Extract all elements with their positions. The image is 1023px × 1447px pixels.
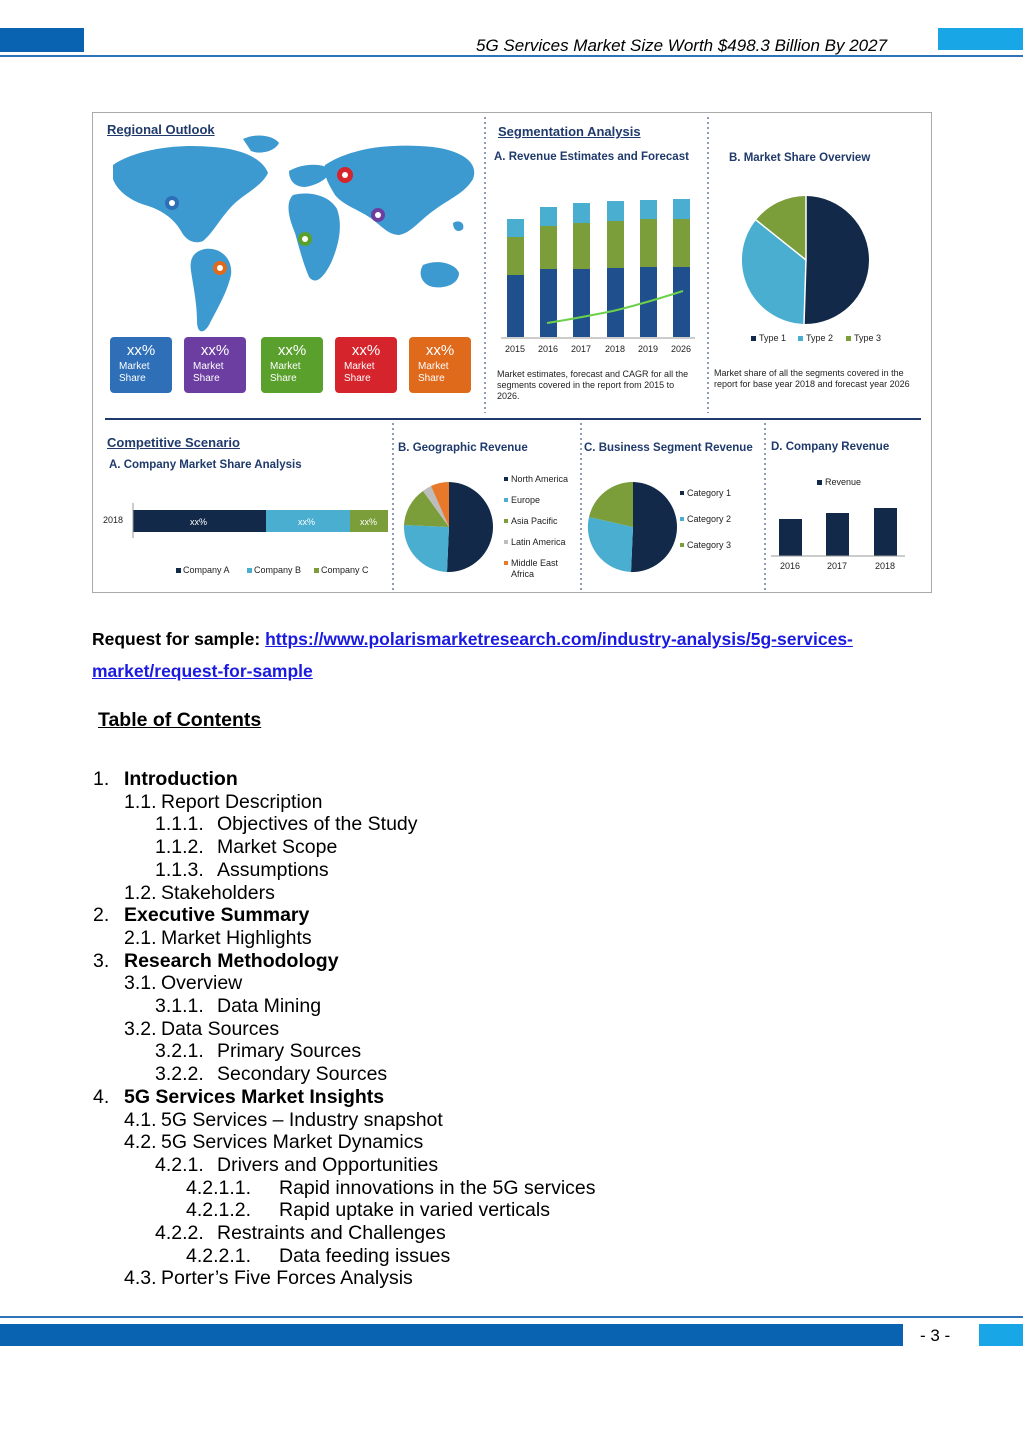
toc-item-number: 4.2.1.	[155, 1153, 204, 1176]
market-share-pie	[742, 196, 869, 324]
toc-item-text: Restraints and Challenges	[217, 1222, 446, 1244]
toc-item-text: Rapid uptake in varied verticals	[279, 1199, 550, 1222]
toc-item-number: 4.2.	[124, 1131, 157, 1154]
toc-item-number: 1.1.	[124, 790, 157, 813]
header-left-bar	[0, 28, 84, 52]
toc-item	[0, 836, 1023, 859]
toc-item-number: 4.2.1.2.	[186, 1199, 252, 1222]
competitive-scenario-title: Competitive Scenario	[107, 435, 240, 450]
toc-item-text: Overview	[161, 972, 243, 995]
geo-legend-item: Europe	[511, 495, 541, 505]
business-segment-title: C. Business Segment Revenue	[584, 442, 753, 454]
toc-item	[0, 904, 1023, 927]
year-label: 2016	[780, 561, 801, 571]
toc-item-text: Drivers and Opportunities	[217, 1153, 439, 1176]
year-label: 2018	[875, 561, 896, 571]
biz-legend-item: Category 2	[687, 514, 732, 524]
company-revenue-title: D. Company Revenue	[771, 441, 890, 453]
toc-item	[0, 813, 1023, 836]
footer-rule	[0, 1316, 1023, 1318]
toc-item-number: 4.2.2.	[155, 1222, 204, 1244]
toc-item	[0, 1267, 1023, 1290]
toc-item	[0, 1109, 1023, 1132]
toc-item-number: 4.2.1.1.	[186, 1176, 252, 1199]
market-share-title: B. Market Share Overview	[729, 152, 871, 164]
toc-item	[0, 1222, 1023, 1245]
company-share-bar	[133, 503, 388, 573]
toc-item-text: Data Sources	[161, 1017, 280, 1040]
toc-item-text: Assumptions	[217, 858, 329, 881]
toc-item-number: 4.2.2.1.	[186, 1244, 252, 1267]
toc-item	[0, 927, 1023, 950]
infographic	[92, 112, 932, 593]
header-title: 5G Services Market Size Worth $498.3 Billion By 2027	[476, 36, 888, 55]
geo-legend-item: Asia Pacific	[511, 516, 558, 526]
toc-item-text: Data Mining	[217, 995, 322, 1017]
toc-item-number: 3.1.	[124, 972, 157, 995]
company-legend-item: Company C	[321, 565, 369, 575]
revenue-stacked-bars	[501, 199, 695, 338]
year-label: 2015	[505, 344, 526, 354]
toc-item-text: Executive Summary	[124, 904, 310, 927]
toc-item-text: Primary Sources	[217, 1040, 362, 1063]
toc-item	[0, 995, 1023, 1018]
toc-item-number: 4.1.	[124, 1108, 157, 1131]
geo-legend-item: Latin America	[511, 537, 566, 547]
regional-outlook-title: Regional Outlook	[107, 122, 215, 137]
toc-item-number: 2.	[93, 904, 110, 927]
toc-item-text: Market Highlights	[161, 926, 312, 949]
toc-item-number: 3.2.2.	[155, 1063, 204, 1086]
share-note: Market share of all the segments covered in the report for base year 2018 and forecast year 2026	[714, 368, 910, 389]
revenue-forecast-title: A. Revenue Estimates and Forecast	[494, 151, 689, 163]
toc-item	[0, 859, 1023, 882]
toc-item-number: 1.1.1.	[155, 813, 204, 836]
page-number: - 3 -	[920, 1326, 951, 1345]
toc-item-text: Porter’s Five Forces Analysis	[161, 1267, 413, 1290]
footer-right-bar	[979, 1324, 1023, 1346]
toc-item-number: 3.2.1.	[155, 1040, 204, 1063]
toc-item	[0, 1245, 1023, 1268]
request-sample-link-cont[interactable]: market/request-for-sample	[92, 661, 313, 681]
biz-legend-swatches	[680, 491, 684, 547]
toc-item-text: Stakeholders	[161, 881, 275, 904]
geographic-revenue-title: B. Geographic Revenue	[398, 442, 528, 454]
bar-value-label: xx%	[360, 517, 378, 527]
toc-item-text: Objectives of the Study	[217, 813, 418, 836]
toc-title: Table of Contents	[98, 709, 262, 731]
share-legend-item: Type 3	[854, 333, 882, 343]
toc-item	[0, 1154, 1023, 1177]
share-legend-item: Type 2	[806, 333, 834, 343]
footer-bar	[0, 1324, 903, 1346]
toc-item-text: Market Scope	[217, 836, 338, 859]
toc-item-text: Secondary Sources	[217, 1063, 388, 1086]
request-label: Request for sample:	[92, 629, 266, 649]
toc-item-number: 3.2.	[124, 1017, 157, 1040]
toc-item-number: 1.1.2.	[155, 836, 204, 859]
geo-legend-item: North America	[511, 474, 569, 484]
year-label: 2016	[538, 344, 559, 354]
toc-item	[0, 791, 1023, 814]
toc-item	[0, 1018, 1023, 1041]
bar-value-label: xx%	[190, 517, 208, 527]
regional-tile: xx% Market Share	[261, 337, 323, 393]
toc-item-text: Rapid innovations in the 5G services	[279, 1176, 596, 1199]
toc-item	[0, 1177, 1023, 1200]
toc-item	[0, 972, 1023, 995]
company-share-title: A. Company Market Share Analysis	[109, 459, 302, 471]
geo-legend-item: Middle East	[511, 558, 559, 568]
regional-tile: xx% Market Share	[335, 337, 397, 393]
revenue-note: Market estimates, forecast and CAGR for all the segments covered in the report from 2015 to 2026.	[497, 369, 689, 401]
revenue-legend-item: Revenue	[825, 477, 862, 487]
toc-item-text: Report Description	[161, 790, 323, 813]
toc-item-text: 5G Services Market Insights	[124, 1085, 385, 1108]
toc-item	[0, 768, 1023, 791]
toc-item-number: 4.	[93, 1085, 110, 1108]
request-sample-link[interactable]: https://www.polarismarketresearch.com/industry-analysis/5g-services-	[265, 629, 853, 649]
share-legend-item: Type 1	[759, 333, 787, 343]
toc-item-number: 1.2.	[124, 881, 157, 904]
year-label: 2026	[671, 344, 692, 354]
header-rule	[0, 55, 1023, 57]
year-label: 2019	[638, 344, 659, 354]
geographic-pie	[404, 482, 493, 572]
toc-item-text: Data feeding issues	[279, 1244, 451, 1267]
regional-tile: xx% Market Share	[110, 337, 172, 393]
company-legend-item: Company A	[183, 565, 230, 575]
toc-item	[0, 1131, 1023, 1154]
toc-item	[0, 1199, 1023, 1222]
toc-item-text: Introduction	[124, 768, 238, 790]
request-sample	[92, 623, 932, 687]
toc-item-number: 1.1.3.	[155, 858, 204, 881]
year-label: 2018	[605, 344, 626, 354]
biz-legend-item: Category 1	[687, 488, 732, 498]
biz-legend-item: Category 3	[687, 540, 732, 550]
toc-item	[0, 882, 1023, 905]
toc-item-text: Research Methodology	[124, 949, 339, 972]
bar-year-label: 2018	[103, 515, 124, 525]
segmentation-title: Segmentation Analysis	[498, 124, 641, 139]
regional-tile: xx% Market Share	[409, 337, 471, 393]
world-map	[113, 136, 474, 332]
geo-legend-item: Africa	[511, 569, 535, 579]
year-label: 2017	[571, 344, 592, 354]
toc-item-number: 1.	[93, 768, 110, 790]
toc-item-number: 2.1.	[124, 926, 157, 949]
toc-item-text: 5G Services – Industry snapshot	[161, 1108, 443, 1131]
regional-tile: xx% Market Share	[184, 337, 246, 393]
toc-item-number: 3.1.1.	[155, 995, 204, 1017]
toc-item-number: 4.3.	[124, 1267, 157, 1290]
year-label: 2017	[827, 561, 848, 571]
toc-item	[0, 1063, 1023, 1086]
company-legend-item: Company B	[254, 565, 302, 575]
geo-legend-swatches	[504, 477, 508, 565]
toc-item	[0, 950, 1023, 973]
business-pie	[588, 482, 677, 572]
toc-item-text: 5G Services Market Dynamics	[161, 1131, 424, 1154]
toc-item	[0, 1040, 1023, 1063]
header-right-bar	[938, 28, 1023, 50]
bar-value-label: xx%	[298, 517, 316, 527]
toc-item	[0, 1086, 1023, 1109]
toc-item-number: 3.	[93, 949, 110, 972]
company-revenue-bars	[771, 480, 905, 556]
